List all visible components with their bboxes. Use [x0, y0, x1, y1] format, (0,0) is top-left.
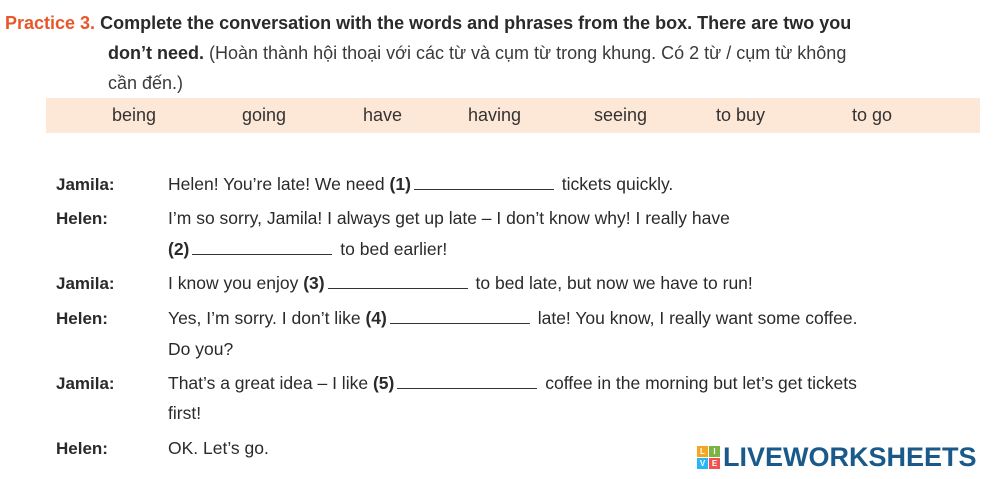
blank-number: (4) [365, 308, 387, 328]
word-to-go: to go [852, 105, 893, 125]
answer-blank-5[interactable] [397, 374, 537, 389]
liveworksheets-logo [697, 440, 977, 474]
instruction-text: Complete the conversation with the words and phrases from the box. There are two you [100, 13, 852, 33]
blank-number: (2) [168, 239, 190, 259]
logo-mark [697, 446, 720, 469]
answer-blank-2[interactable] [192, 240, 332, 255]
logo-letter: L [697, 446, 708, 457]
speaker-jamila: Jamila: [56, 175, 115, 194]
word-having: having [468, 105, 522, 125]
blank-number: (3) [303, 273, 325, 293]
logo-text: LIVEWORKSHEETS [723, 441, 977, 472]
logo-letter: E [709, 458, 720, 469]
dialogue-line: I know you enjoy (3) to bed late, but now we have to run! [168, 273, 753, 293]
instruction-translation: (Hoàn thành hội thoại với các từ và cụm từ trong khung. Có 2 từ / cụm từ không [209, 43, 847, 63]
dialogue-line: Helen! You’re late! We need (1) tickets quickly. [168, 174, 674, 194]
answer-blank-3[interactable] [328, 274, 468, 289]
logo-letter: I [709, 446, 720, 457]
word-to-buy: to buy [716, 105, 766, 125]
blank-number: (1) [389, 174, 411, 194]
dialogue-line: I’m so sorry, Jamila! I always get up late – I don’t know why! I really have [168, 208, 730, 228]
word-box [46, 98, 980, 133]
blank-number: (5) [372, 373, 395, 393]
logo-letter: V [697, 458, 708, 469]
word-seeing: seeing [594, 105, 648, 125]
word-going: going [242, 105, 287, 125]
instruction-translation-2: cần đến.) [108, 73, 184, 93]
dialogue-line: That’s a great idea – I like (5) coffee in the morning but let’s get tickets [168, 373, 857, 393]
dialogue-line: Do you? [168, 339, 234, 359]
instruction-text-2: don’t need. [108, 43, 204, 63]
answer-blank-1[interactable] [414, 175, 554, 190]
speaker-helen: Helen: [56, 309, 108, 328]
speaker-helen: Helen: [56, 439, 108, 458]
dialogue-line: Yes, I’m sorry. I don’t like (4) late! You know, I really want some coffee. [168, 308, 858, 328]
speaker-helen: Helen: [56, 209, 108, 228]
speaker-jamila: Jamila: [56, 374, 115, 393]
instruction-line-1 [5, 8, 851, 38]
dialogue-line: (2) to bed earlier! [168, 239, 448, 259]
dialogue-line: first! [168, 403, 202, 423]
speaker-jamila: Jamila: [56, 274, 115, 293]
word-have: have [363, 105, 403, 125]
instruction-line-2 [108, 38, 846, 68]
practice-label: Practice 3. [5, 13, 96, 33]
dialogue-line: OK. Let’s go. [168, 438, 269, 458]
word-being: being [112, 105, 157, 125]
answer-blank-4[interactable] [390, 309, 530, 324]
